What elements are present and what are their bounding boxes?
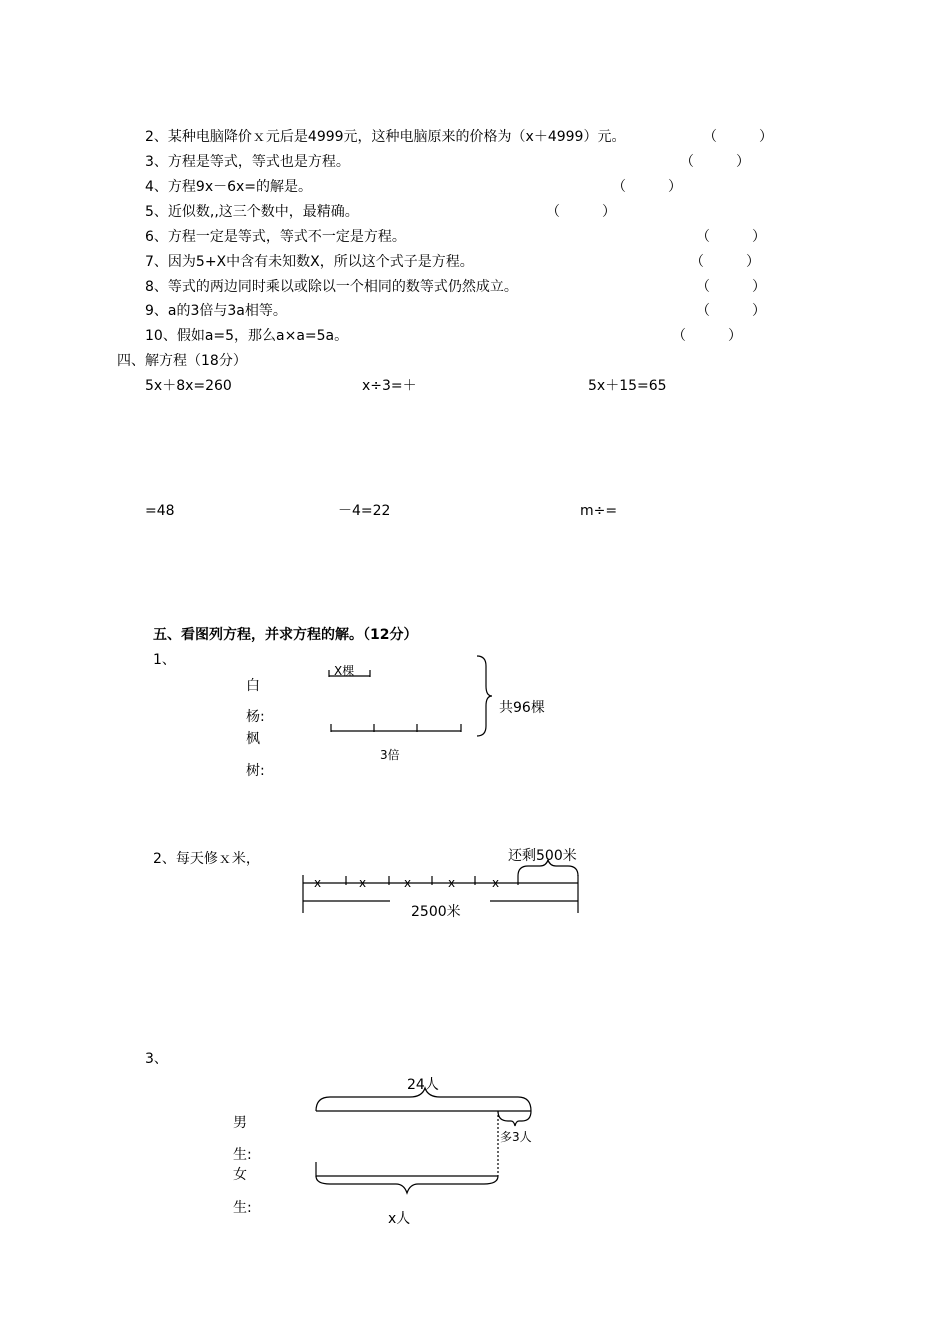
judge-paren-8[interactable]: （ ）	[696, 279, 766, 295]
judge-item-4: 4、方程9x－6x=的解是。	[145, 179, 313, 195]
q3-more-label: 多3人	[500, 1130, 532, 1144]
judge-item-9: 9、a的3倍与3a相等。	[145, 303, 287, 319]
judge-paren-2[interactable]: （ ）	[703, 129, 773, 145]
q1-total-label: 共96棵	[499, 700, 545, 716]
q3-label-boys-1: 男	[233, 1115, 247, 1131]
equation-3: 5x＋15=65	[588, 378, 667, 394]
q2-number: 2、每天修ｘ米，	[153, 851, 260, 867]
judge-item-5: 5、近似数,,这三个数中，最精确。	[145, 204, 359, 220]
q2-x-mark-3: x	[404, 876, 412, 890]
q1-label-maple-2: 树:	[246, 763, 265, 779]
q2-x-mark-4: x	[448, 876, 456, 890]
equation-5: －4=22	[338, 503, 391, 519]
judge-paren-4[interactable]: （ ）	[612, 179, 682, 195]
q2-remain-label: 还剩500米	[508, 848, 577, 864]
judge-item-6: 6、方程一定是等式，等式不一定是方程。	[145, 229, 406, 245]
section-5-title: 五、看图列方程，并求方程的解。（12分）	[153, 627, 418, 643]
equation-6: m÷=	[580, 503, 618, 519]
q2-x-mark-5: x	[492, 876, 500, 890]
q2-x-mark-2: x	[359, 876, 367, 890]
q3-label-girls-1: 女	[233, 1167, 247, 1183]
judge-paren-10[interactable]: （ ）	[672, 328, 742, 344]
judge-paren-5[interactable]: （ ）	[546, 204, 616, 220]
judge-item-7: 7、因为5+X中含有未知数X，所以这个式子是方程。	[145, 254, 474, 270]
section-4-title: 四、解方程（18分）	[117, 353, 247, 369]
judge-paren-3[interactable]: （ ）	[680, 154, 750, 170]
q3-more-brace	[498, 1111, 531, 1126]
judge-item-8: 8、等式的两边同时乘以或除以一个相同的数等式仍然成立。	[145, 279, 518, 295]
q3-label-girls-2: 生:	[233, 1200, 252, 1216]
q3-bottom-brace	[316, 1176, 498, 1193]
q3-bottom-label: x人	[388, 1211, 411, 1227]
judge-item-2: 2、某种电脑降价ｘ元后是4999元，这种电脑原来的价格为（x＋4999）元。	[145, 129, 626, 145]
q3-label-boys-2: 生:	[233, 1147, 252, 1163]
q2-total-label: 2500米	[411, 904, 461, 920]
equation-1: 5x＋8x=260	[145, 378, 232, 394]
judge-paren-7[interactable]: （ ）	[690, 254, 760, 270]
q1-number: 1、	[153, 652, 176, 668]
q1-maple-segment	[331, 724, 461, 732]
q1-total-brace	[477, 656, 492, 736]
equation-4: =48	[145, 503, 175, 519]
q1-label-maple-1: 枫	[246, 731, 260, 747]
equation-2: x÷3=＋	[362, 378, 417, 394]
q1-times-label: 3倍	[380, 748, 400, 762]
q3-top-label: 24人	[407, 1077, 439, 1093]
q1-label-poplar-1: 白	[246, 678, 260, 694]
judge-item-3: 3、方程是等式，等式也是方程。	[145, 154, 350, 170]
q3-number: 3、	[145, 1051, 168, 1067]
q2-x-mark-1: x	[314, 876, 322, 890]
judge-item-10: 10、假如a=5，那么a×a=5a。	[145, 328, 349, 344]
judge-paren-6[interactable]: （ ）	[696, 229, 766, 245]
q1-x-label: X棵	[334, 664, 355, 678]
q1-label-poplar-2: 杨:	[246, 709, 265, 725]
judge-paren-9[interactable]: （ ）	[696, 303, 766, 319]
